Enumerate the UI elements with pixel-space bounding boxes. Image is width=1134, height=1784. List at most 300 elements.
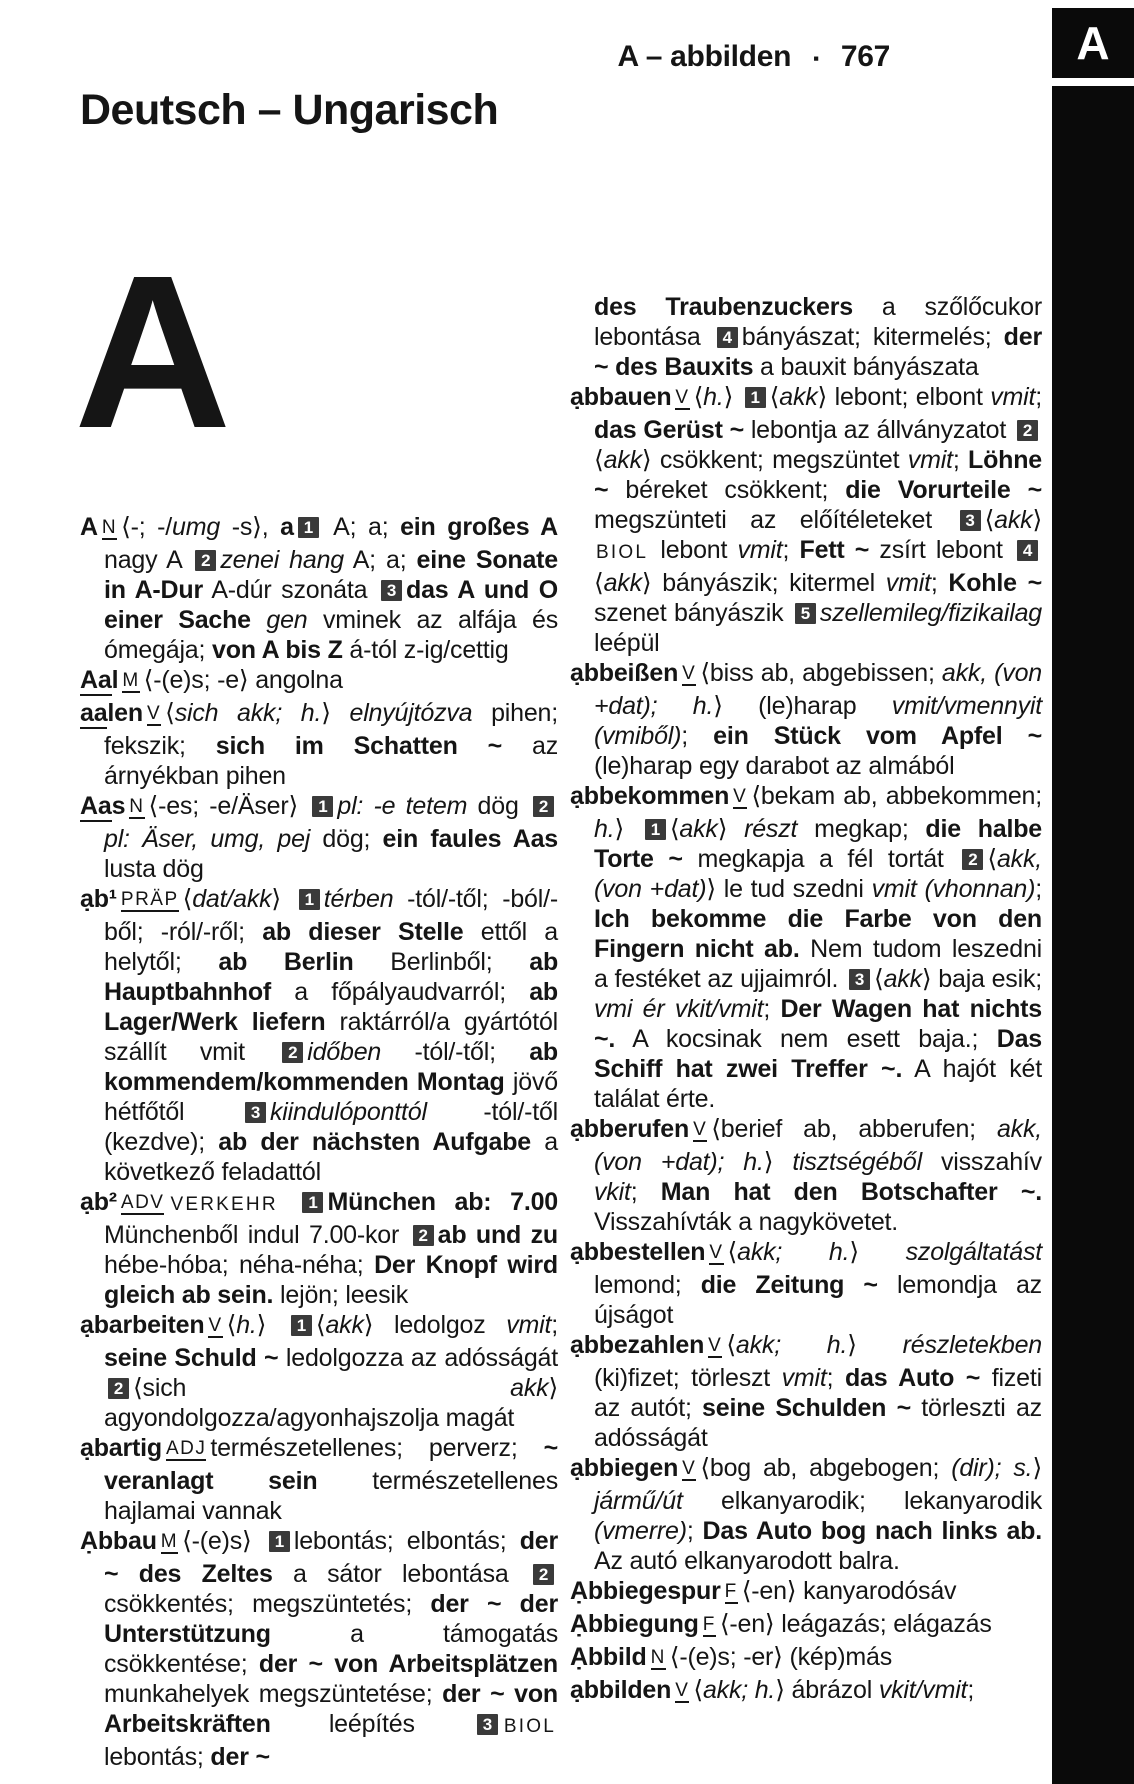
text-run: ⟩ [1032, 506, 1042, 534]
text-run: ⟩ [849, 1238, 906, 1266]
text-run: a főpályaudvarról; [271, 978, 530, 1006]
grammar-italic: akk; h. [737, 1238, 850, 1266]
text-run: ; [681, 722, 714, 750]
grammar-italic: részletekben [902, 1331, 1042, 1359]
sense-number-badge: 3 [477, 1714, 498, 1735]
grammar-italic: jármű/út [594, 1487, 683, 1515]
text-run: ⟩ [1032, 1454, 1042, 1482]
entry-abbiegen [570, 1453, 1042, 1576]
entry-aalen [80, 698, 558, 791]
text-run: ettől a helytől; [104, 918, 559, 976]
headword: Ạbbiegung [570, 1610, 699, 1638]
text-run: Nem tudom leszedni a festéket az ujjaimról. [594, 935, 1043, 993]
section-letter: A [74, 231, 232, 474]
text-run: ⟩ [847, 1331, 903, 1359]
text-run: ⟨ [726, 1331, 736, 1359]
text-run: ; [1035, 875, 1042, 903]
grammar-italic: h. [594, 815, 615, 843]
text-run: ⟨ [594, 446, 604, 474]
grammar-italic: vmit [737, 536, 783, 564]
text-run: ; [1035, 383, 1042, 411]
german-phrase: ab der nächsten Aufgabe [218, 1128, 531, 1156]
text-run: megkap; [797, 815, 926, 843]
german-phrase: ~ veranlagt sein [104, 1434, 558, 1495]
text-run: A; a; [322, 513, 401, 541]
text-run: a támogatás csökkentése; [104, 1620, 558, 1678]
grammar-italic: részt [744, 815, 798, 843]
german-phrase: Löhne ~ [594, 446, 1042, 504]
text-run: ⟩ [763, 1148, 793, 1176]
german-phrase: seine Schulden ~ [702, 1394, 911, 1422]
pos-marker: V [682, 663, 697, 684]
grammar-italic: vkit/vmit [878, 1676, 968, 1704]
sense-number-badge: 2 [413, 1225, 434, 1246]
headword: ạbberufen [570, 1115, 690, 1143]
entry-abbild [570, 1642, 1042, 1675]
german-phrase: a [280, 513, 294, 541]
grammar-italic: dat/akk [192, 885, 272, 913]
grammar-italic: h. [703, 383, 724, 411]
headword: l [111, 666, 119, 694]
text-run: dög [467, 792, 529, 820]
german-phrase: ein großes A [400, 513, 558, 541]
sense-number-badge: 1 [312, 796, 333, 817]
german-phrase: Der Wagen hat nichts ~. [594, 995, 1042, 1053]
text-run: ledolgozza az adósságát [278, 1344, 558, 1372]
text-run: bányászat; kitermelés; [741, 323, 1004, 351]
grammar-italic: h. [236, 1311, 257, 1339]
grammar-italic: szolgáltatást [905, 1238, 1042, 1266]
entries-left [80, 512, 558, 1772]
headword: ạbbauen [570, 383, 672, 411]
grammar-italic: vmit (vhonnan) [871, 875, 1036, 903]
pos-marker: M [160, 1531, 179, 1552]
grammar-italic: térben [323, 885, 394, 913]
pos-marker: N [650, 1647, 666, 1668]
sense-number-badge: 2 [533, 1564, 554, 1585]
grammar-italic: időben [307, 1038, 382, 1066]
text-run: ⟨-en⟩ kanyarodósáv [741, 1577, 957, 1605]
text-run: ⟩ [256, 1311, 287, 1339]
entry-abbauen [570, 382, 1042, 658]
german-phrase: die Vorurteile ~ [845, 476, 1042, 504]
text-run: ⟩ ábrázol [775, 1676, 879, 1704]
grammar-italic: vmit [990, 383, 1036, 411]
german-phrase: Man hat den Botschafter ~. [660, 1178, 1042, 1206]
text-run: megszünteti az előítéleteket [594, 506, 956, 534]
entry-abbezahlen [570, 1330, 1042, 1453]
grammar-italic: akk; h. [735, 1331, 848, 1359]
german-phrase: ab Berlin [218, 948, 354, 976]
grammar-italic: akk [510, 1374, 549, 1402]
text-run: -tól/-től (kezdve); [104, 1098, 558, 1156]
pos-marker: ADJ [165, 1438, 207, 1459]
german-phrase: der ~ von Arbeitsplätzen [258, 1650, 559, 1678]
text-run: ; [686, 1517, 703, 1545]
pos-marker: F [724, 1581, 738, 1602]
text-run: a szőlőcukor lebontása [594, 293, 1042, 351]
text-run: természetellenes; perverz; [210, 1434, 544, 1462]
entry-ab1 [80, 884, 558, 1187]
sense-number-badge: 3 [960, 510, 981, 531]
headword: ạbbilden [570, 1676, 672, 1704]
text-run: ⟨ [226, 1311, 237, 1339]
guide-words: A – abbilden [617, 40, 792, 73]
text-run: a sátor lebontása [272, 1560, 529, 1588]
headword: ạbbezahlen [570, 1331, 705, 1359]
text-run: csökkentés; megszüntetés; [104, 1590, 431, 1618]
headword: ạbbekommen [570, 782, 730, 810]
entry-abarbeiten [80, 1310, 558, 1433]
subject-label: VERKEHR [170, 1194, 278, 1215]
german-phrase: eine Sonate in A-Dur [104, 546, 559, 604]
grammar-italic: umg [172, 513, 221, 541]
pos-marker: V [709, 1242, 724, 1263]
text-run: ⟨biss ab, abgebissen; [700, 659, 942, 687]
grammar-italic: akk [679, 815, 718, 843]
pos-marker: PRÄP [120, 889, 179, 910]
text-run: lebontás; [104, 1743, 211, 1771]
text-run: ⟩ baja esik; [921, 965, 1042, 993]
grammar-italic: vmit [907, 446, 953, 474]
text-run: ⟨-(e)s⟩ [182, 1527, 265, 1555]
text-run: elkanyarodik; lekanyarodik [682, 1487, 1042, 1515]
text-run: ⟨-; -/ [121, 513, 173, 541]
sense-number-badge: 4 [1017, 540, 1038, 561]
text-run: munkahelyek megszüntetése; [104, 1680, 443, 1708]
german-phrase: der ~ von Arbeitskräften [104, 1680, 558, 1738]
text-run: ⟨ [693, 383, 704, 411]
text-run: ⟩ csökkent; megszüntet [641, 446, 908, 474]
grammar-italic: kiindulóponttól [269, 1098, 427, 1126]
grammar-italic: (dir); s. [951, 1454, 1033, 1482]
text-run: hébe-hóba; néha-néha; [104, 1251, 375, 1279]
grammar-italic: tisztségéből [792, 1148, 922, 1176]
pos-marker: V [682, 1458, 697, 1479]
sense-number-badge: 2 [282, 1042, 303, 1063]
grammar-italic: akk [883, 965, 922, 993]
german-phrase: der ~ des Bauxits [594, 323, 1042, 381]
text-run: ⟨-en⟩ leágazás; elágazás [719, 1610, 992, 1638]
text-run: lebontja az állványzatot [743, 416, 1013, 444]
text-run: ⟨bekam ab, abbekommen; [751, 782, 1042, 810]
text-run: ⟨-(e)s; -e⟩ angolna [143, 666, 343, 694]
german-phrase: Fett ~ [799, 536, 870, 564]
text-run: ⟨sich [133, 1374, 511, 1402]
sense-number-badge: 2 [962, 849, 983, 870]
text-run: A; a; [343, 546, 417, 574]
text-run: ⟨ [315, 1311, 326, 1339]
sense-number-badge: 1 [291, 1315, 312, 1336]
grammar-italic: elnyújtózva [349, 699, 473, 727]
headword: ạbbestellen [570, 1238, 706, 1266]
text-run: jövő hétfőtől [104, 1068, 558, 1126]
text-run: dög; [310, 825, 383, 853]
german-phrase: das Auto ~ [844, 1364, 981, 1392]
headword: s [111, 792, 126, 820]
text-run: ⟨ [984, 506, 995, 534]
german-phrase: ab dieser Stelle [262, 918, 464, 946]
german-phrase: ein Stück vom Apfel ~ [713, 722, 1043, 750]
german-phrase: Ich bekomme die Farbe von den Fingern nicht ab. [594, 905, 1042, 963]
sense-number-badge: 1 [269, 1531, 290, 1552]
sense-number-badge: 1 [299, 889, 320, 910]
entry-a-letter [80, 512, 558, 665]
grammar-italic: akk [325, 1311, 364, 1339]
text-run: ; [952, 446, 968, 474]
sense-number-badge: 5 [795, 603, 816, 624]
thumb-index-tab [1052, 8, 1134, 78]
german-phrase: die halbe Torte ~ [594, 815, 1042, 873]
entry-abbiegespur [570, 1576, 1042, 1609]
text-run: lemond; [594, 1271, 701, 1299]
text-run: leépül [594, 629, 660, 657]
text-run: ⟨ [669, 815, 680, 843]
headword: Ạbbild [570, 1643, 647, 1671]
text-run: ⟨ [165, 699, 175, 727]
sense-number-badge: 1 [298, 517, 319, 538]
german-phrase: Kohle ~ [948, 569, 1042, 597]
text-run: ⟩ (le)harap [713, 692, 892, 720]
text-run [251, 606, 266, 634]
german-phrase: ab und zu [437, 1221, 558, 1249]
german-phrase: Das Auto bog nach links ab. [702, 1517, 1042, 1545]
text-run: ; [551, 1311, 558, 1339]
german-phrase: sich im Schatten ~ [215, 732, 503, 760]
headword: ạbbiegen [570, 1454, 679, 1482]
text-run: ⟨-(e)s; -er⟩ (kép)más [669, 1643, 893, 1671]
german-phrase: das A und O einer Sache [104, 576, 558, 634]
sense-number-badge: 2 [533, 796, 554, 817]
text-run: A hajót két találat érte. [594, 1055, 1042, 1113]
sense-number-badge: 3 [849, 969, 870, 990]
text-run: szenet bányászik [594, 599, 791, 627]
grammar-italic: akk [994, 506, 1033, 534]
text-run: A kocsinak nem esett baja.; [615, 1025, 997, 1053]
thumb-letter: A [1076, 17, 1110, 69]
grammar-italic: szellemileg/fizikailag [819, 599, 1042, 627]
text-run: -tól/-től; [381, 1038, 530, 1066]
german-phrase: die Zeitung ~ [700, 1271, 878, 1299]
text-run: ⟩ [614, 815, 641, 843]
text-run: megkapja a fél tortát [682, 845, 959, 873]
pos-marker: M [122, 670, 140, 691]
sense-number-badge: 4 [717, 327, 738, 348]
subject-label: BIOL [596, 542, 649, 563]
column-left [74, 231, 559, 1772]
entry-aal [80, 665, 558, 698]
text-run: ⟩ [321, 699, 350, 727]
headword-underlined: Aa [80, 792, 112, 820]
headword: ạbartig [80, 1434, 162, 1462]
text-run: ⟩ [717, 815, 745, 843]
entry-abberufen [570, 1114, 1042, 1237]
text-run: ⟩ le tud szedni [706, 875, 872, 903]
grammar-italic: akk [779, 383, 818, 411]
text-run: visszahív [921, 1148, 1042, 1176]
text-run: (le)harap egy darabot az almából [594, 752, 955, 780]
pos-marker: N [101, 517, 118, 538]
text-run: az árnyékban pihen [104, 732, 559, 790]
pos-marker: V [733, 786, 748, 807]
german-phrase: der ~ [210, 1743, 270, 1771]
text-run [280, 1188, 299, 1216]
text-run: Münchenből indul 7.00-kor [104, 1221, 409, 1249]
grammar-italic: vmit [885, 569, 931, 597]
page-title: Deutsch – Ungarisch [80, 86, 499, 134]
sense-number-badge: 2 [195, 550, 216, 571]
entry-abartig [80, 1433, 558, 1526]
headword-underlined: Aa [80, 666, 112, 694]
subject-label: BIOL [503, 1716, 556, 1737]
grammar-italic: (vmerre) [594, 1517, 687, 1545]
text-run: ; [930, 569, 949, 597]
grammar-italic: sich akk; h. [174, 699, 322, 727]
grammar-italic: akk [603, 569, 642, 597]
sense-number-badge: 1 [302, 1192, 323, 1213]
sense-number-badge: 2 [108, 1378, 129, 1399]
text-run: lebont [650, 536, 738, 564]
text-run: lejön; leesik [273, 1281, 409, 1309]
german-phrase: von A bis Z [212, 636, 343, 664]
text-run: ⟨ [727, 1238, 738, 1266]
headword: A [80, 513, 98, 541]
text-run: ⟨ [769, 383, 780, 411]
text-run: ⟩ [723, 383, 741, 411]
german-phrase: der ~ der Unterstützung [104, 1590, 558, 1648]
german-phrase: Der Knopf wird gleich ab sein. [104, 1251, 558, 1309]
running-head [617, 40, 890, 74]
text-run: Az autó elkanyarodott balra. [594, 1547, 900, 1575]
german-phrase: München ab: 7.00 [327, 1188, 558, 1216]
entry-aas [80, 791, 558, 884]
grammar-italic: akk, (von +dat); h. [594, 1115, 1042, 1176]
german-phrase: das Gerüst ~ [594, 416, 744, 444]
pos-marker: V [693, 1119, 708, 1140]
grammar-italic: akk, (von +dat); h. [594, 659, 1042, 720]
headword: ạbarbeiten [80, 1311, 205, 1339]
text-run: fizeti az autót; [594, 1364, 1042, 1422]
text-run: lusta dög [104, 855, 204, 883]
text-run: ⟩ lebont; elbont [817, 383, 991, 411]
sense-number-badge: 1 [745, 387, 766, 408]
text-run: -tól/-től; -ból/-ből; -ról/-ről; [104, 885, 558, 946]
text-run: lemondja az újságot [594, 1271, 1042, 1329]
entries-right [570, 292, 1042, 1708]
entry-abbekommen [570, 781, 1042, 1114]
grammar-italic: akk; h. [702, 1676, 776, 1704]
text-run: á-tól z-ig/cettig [342, 636, 509, 664]
entry-abbilden [570, 1675, 1042, 1708]
german-phrase: ein faules Aas [382, 825, 558, 853]
column-right [570, 292, 1042, 1708]
entry-ab2 [80, 1187, 558, 1310]
german-phrase: der ~ des Zeltes [104, 1527, 559, 1588]
page-number: 767 [840, 40, 890, 73]
grammar-italic: zenei hang [220, 546, 344, 574]
german-phrase: des Traubenzuckers [594, 293, 853, 321]
pos-marker: V [208, 1315, 223, 1336]
sense-number-badge: 3 [245, 1102, 266, 1123]
entry-abbiegung [570, 1609, 1042, 1642]
text-run: leépítés [270, 1710, 473, 1738]
entry-abbau-continuation [570, 292, 1042, 382]
text-run: a következő feladattól [104, 1128, 558, 1186]
headword: Ạbbau [80, 1527, 157, 1555]
thumb-index-strip [1052, 86, 1134, 1784]
german-phrase: ab Lager/Werk liefern [104, 978, 558, 1036]
text-run: Berlinből; [353, 948, 530, 976]
text-run: ⟨ [182, 885, 193, 913]
text-run: természetellenes hajlamai vannak [104, 1467, 558, 1525]
text-run: raktárról/a gyártótól szállít vmit [104, 1008, 559, 1066]
text-run: ; [826, 1364, 845, 1392]
headword: ạb¹ [80, 885, 117, 913]
pos-marker: ADV [120, 1192, 165, 1213]
text-run: lebontás; elbontás; [293, 1527, 520, 1555]
text-run: ; [763, 995, 781, 1023]
grammar-italic: pl: -e tetem [337, 792, 468, 820]
pos-marker: V [146, 703, 162, 724]
entry-abbau [80, 1526, 558, 1772]
headword: ạb² [80, 1188, 117, 1216]
text-run: ; [782, 536, 800, 564]
grammar-italic: gen [266, 606, 308, 634]
pos-marker: N [129, 796, 145, 817]
german-phrase: ab Hauptbahnhof [104, 948, 559, 1006]
text-run: ⟩ bányászik; kitermel [641, 569, 886, 597]
text-run: zsírt lebont [869, 536, 1013, 564]
text-run: ⟩ ledolgoz [363, 1311, 507, 1339]
grammar-italic: pl: Äser, umg, pej [104, 825, 311, 853]
grammar-italic: vkit [594, 1178, 631, 1206]
headword-underlined: aa [80, 699, 108, 727]
german-phrase: Das Schiff hat zwei Treffer ~. [594, 1025, 1042, 1083]
text-run: -s⟩, [220, 513, 281, 541]
text-run: nagy A [104, 546, 192, 574]
separator-square-icon: ▪ [813, 48, 819, 68]
text-run: ; [967, 1676, 975, 1704]
pos-marker: V [675, 1680, 690, 1701]
text-run: Visszahívták a nagykövetet. [594, 1208, 899, 1236]
german-phrase: seine Schuld ~ [104, 1344, 279, 1372]
entry-abbeissen [570, 658, 1042, 781]
headword: ạbbeißen [570, 659, 679, 687]
german-phrase: ab kommendem/kommenden Montag [104, 1038, 558, 1096]
pos-marker: V [708, 1335, 723, 1356]
text-run: ⟩ [271, 885, 295, 913]
text-run: ⟨ [987, 845, 997, 873]
text-run: ⟨-es; -e/Äser⟩ [148, 792, 309, 820]
text-run: ⟨bog ab, abgebogen; [700, 1454, 952, 1482]
grammar-italic: vmit/vmennyit (vmiből) [594, 692, 1043, 750]
text-run: (ki)fizet; törleszt [594, 1364, 782, 1392]
headword: len [107, 699, 143, 727]
grammar-italic: vmit [781, 1364, 827, 1392]
text-run: pihen; fekszik; [104, 699, 558, 760]
sense-number-badge: 2 [1017, 420, 1038, 441]
text-run: ⟨berief ab, abberufen; [711, 1115, 997, 1143]
grammar-italic: vmi ér vkit/vmit [594, 995, 764, 1023]
text-run: a bauxit bányászata [753, 353, 979, 381]
pos-marker: F [702, 1614, 716, 1635]
entry-abbestellen [570, 1237, 1042, 1330]
text-run: ⟨ [874, 965, 884, 993]
text-run: ⟩ agyondolgozza/agyonhajszolja magát [104, 1374, 558, 1432]
pos-marker: V [675, 387, 690, 408]
text-run: törleszti az adósságát [594, 1394, 1042, 1452]
text-run: béreket csökkent; [608, 476, 846, 504]
